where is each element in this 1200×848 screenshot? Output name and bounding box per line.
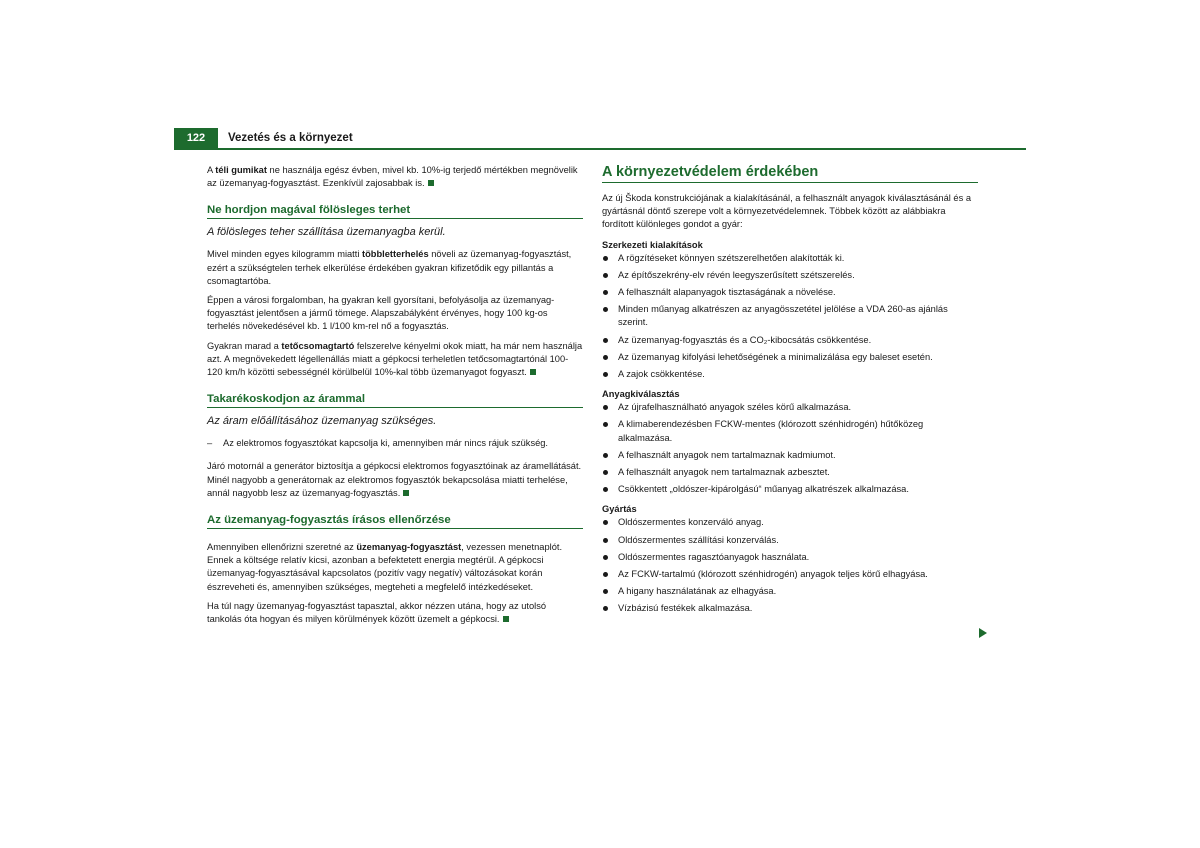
bullet-icon — [603, 372, 608, 377]
list-item — [602, 585, 978, 598]
list-item — [602, 449, 978, 462]
bullet-icon — [603, 256, 608, 261]
winter-tyres-paragraph: A téli gumikat ne használja egész évben, mivel kb. 10%-ig terjedő mértékben megnövelik az üzemanyag-fogyasztást. Ezenkívül zajosabbak is. — [207, 165, 578, 189]
end-of-section-mark — [503, 616, 509, 622]
list-item-text: A zajok csökkentése. — [618, 369, 705, 380]
group-heading: Gyártás — [602, 504, 637, 515]
list-item-text: Az építőszekrény-elv révén leegyszerűsített szétszerelés. — [618, 269, 855, 280]
group-heading: Anyagkiválasztás — [602, 389, 680, 400]
list-item-text: Vízbázisú festékek alkalmazása. — [618, 603, 753, 614]
bullet-icon — [603, 405, 608, 410]
group-heading: Szerkezeti kialakítások — [602, 239, 703, 250]
electricity-paragraph: Járó motornál a generátor biztosítja a gépkocsi elektromos fogyasztóinak az áramellátását. Minél nagyobb a generátornak az elektromos fogyasztók bekapcsolása miatti terhelése, annál nagyobb lesz az üzemanyag-fogyasztás. — [207, 461, 582, 498]
section-heading-logbook: Az üzemanyag-fogyasztás írásos ellenőrzése — [207, 514, 583, 529]
end-of-section-mark — [403, 490, 409, 496]
page-header — [174, 128, 1026, 150]
list-item — [602, 351, 978, 364]
logbook-paragraph-2: Ha túl nagy üzemanyag-fogyasztást tapasztal, akkor nézzen utána, hogy az utolsó tankolás óta hogyan és milyen körülmények között üzemelt a gépkocsi. — [207, 600, 547, 625]
section-lead-load: A fölösleges teher szállítása üzemanyagba kerül. — [207, 226, 446, 239]
list-item-text: Az üzemanyag-fogyasztás és a CO₂-kibocsátás csökkentése. — [618, 334, 872, 345]
right-column — [602, 164, 978, 620]
bullet-list — [602, 252, 978, 382]
list-item — [602, 483, 978, 496]
bullet-icon — [603, 307, 608, 312]
list-item — [602, 551, 978, 564]
bullet-list — [602, 401, 978, 496]
bullet-icon — [603, 520, 608, 525]
bullet-icon — [603, 606, 608, 611]
list-item — [602, 334, 978, 347]
end-of-section-mark — [428, 180, 434, 186]
bullet-icon — [603, 290, 608, 295]
logbook-paragraph-1: Amennyiben ellenőrizni szeretné az üzemanyag-fogyasztást, vezessen menetnaplót. Ennek a költsége relatív kicsi, azonban a befektetett energia megtérül. A gépkocsi üzemanyag-fogyasztásával kapcsolatos (pozitív vagy negatív) változásokat korán észreveheti és, amennyiben szükséges, megteheti a megfelelő intézkedéseket. — [207, 542, 563, 592]
list-item-text: A felhasznált anyagok nem tartalmaznak kadmiumot. — [618, 449, 836, 460]
environment-intro: Az új Škoda konstrukciójának a kialakításánál, a felhasznált anyagok kiválasztásánál és a gyártásnál döntő szerepe volt a környezetvédelemnek. Többek között az alábbiakra fordított különleges gondot a gyár: — [602, 193, 971, 230]
list-item-text: Oldószermentes konzerváló anyag. — [618, 517, 764, 528]
list-item-text: A klimaberendezésben FCKW-mentes (klórozott szénhidrogén) hűtőközeg alkalmazása. — [618, 419, 924, 443]
list-item-text: A rögzítéseket könnyen szétszerelhetően alakították ki. — [618, 252, 845, 263]
left-column — [207, 164, 583, 632]
list-item-text: A felhasznált alapanyagok tisztaságának a növelése. — [618, 287, 836, 298]
list-item — [602, 466, 978, 479]
environment-heading: A környezetvédelem érdekében — [602, 164, 978, 183]
list-item-text: Az FCKW-tartalmú (klórozott szénhidrogén) anyagok teljes körű elhagyása. — [618, 569, 928, 580]
list-item-text: Az újrafelhasználható anyagok széles körű alkalmazása. — [618, 402, 852, 413]
environment-groups — [602, 240, 978, 616]
list-item — [602, 368, 978, 381]
list-item-text: A higany használatának az elhagyása. — [618, 586, 777, 597]
bullet-icon — [603, 555, 608, 560]
list-item — [602, 401, 978, 414]
load-paragraph-1: Mivel minden egyes kilogramm miatti többletterhelés növeli az üzemanyag-fogyasztást, ezért a szükségtelen terhek elkerülése érdekében gyakran kifizetődik egy pillantás a csomagtartóba. — [207, 249, 572, 286]
bullet-icon — [603, 355, 608, 360]
continue-arrow-icon — [979, 628, 987, 638]
end-of-section-mark — [530, 369, 536, 375]
bullet-icon — [603, 453, 608, 458]
page-number: 122 — [174, 128, 218, 148]
load-paragraph-2: Éppen a városi forgalomban, ha gyakran kell gyorsítani, befolyásolja az üzemanyag-fogyasztást jelentősen a jármű tömege. Alapszabályként érvényes, hogy 100 kg-os terhelés növekedésével kb. 1 l/100 km-rel nő a fogyasztás. — [207, 295, 555, 332]
bullet-icon — [603, 273, 608, 278]
bullet-icon — [603, 589, 608, 594]
list-item — [602, 269, 978, 282]
bullet-icon — [603, 487, 608, 492]
load-paragraph-3: Gyakran marad a tetőcsomagtartó felszerelve kényelmi okok miatt, ha már nem használja azt. A megnövekedett légellenállás miatt a gépkocsi terheletlen tetőcsomagtartónál 100-120 km/h közötti sebességnél körülbelül 10%-kal több üzemanyagot fogyaszt. — [207, 340, 583, 378]
list-item — [602, 534, 978, 547]
bullet-icon — [603, 572, 608, 577]
list-item — [602, 252, 978, 265]
list-item-text: Csökkentett „oldószer-kipárolgású“ műanyag alkatrészek alkalmazása. — [618, 484, 909, 495]
bullet-icon — [603, 338, 608, 343]
bullet-list — [602, 516, 978, 615]
section-heading-load: Ne hordjon magával fölösleges terhet — [207, 204, 583, 219]
instruction-item: – Az elektromos fogyasztókat kapcsolja ki, amennyiben már nincs rájuk szükség. — [207, 438, 549, 449]
list-item-text: Oldószermentes ragasztóanyagok használata. — [618, 551, 810, 562]
list-item — [602, 286, 978, 299]
list-item-text: Oldószermentes szállítási konzerválás. — [618, 534, 779, 545]
list-item — [602, 418, 978, 444]
list-item — [602, 568, 978, 581]
list-item — [602, 516, 978, 529]
list-item — [602, 303, 978, 329]
section-lead-electricity: Az áram előállításához üzemanyag szükséges. — [207, 415, 437, 428]
list-item — [602, 602, 978, 615]
bullet-icon — [603, 538, 608, 543]
list-item-text: A felhasznált anyagok nem tartalmaznak azbesztet. — [618, 467, 830, 478]
chapter-title: Vezetés és a környezet — [228, 132, 353, 144]
bullet-icon — [603, 470, 608, 475]
list-item-text: Az üzemanyag kifolyási lehetőségének a minimalizálása egy baleset esetén. — [618, 351, 933, 362]
list-item-text: Minden műanyag alkatrészen az anyagösszetétel jelölése a VDA 260-as ajánlás szerint. — [618, 304, 948, 328]
bullet-icon — [603, 422, 608, 427]
section-heading-electricity: Takarékoskodjon az árammal — [207, 393, 583, 408]
